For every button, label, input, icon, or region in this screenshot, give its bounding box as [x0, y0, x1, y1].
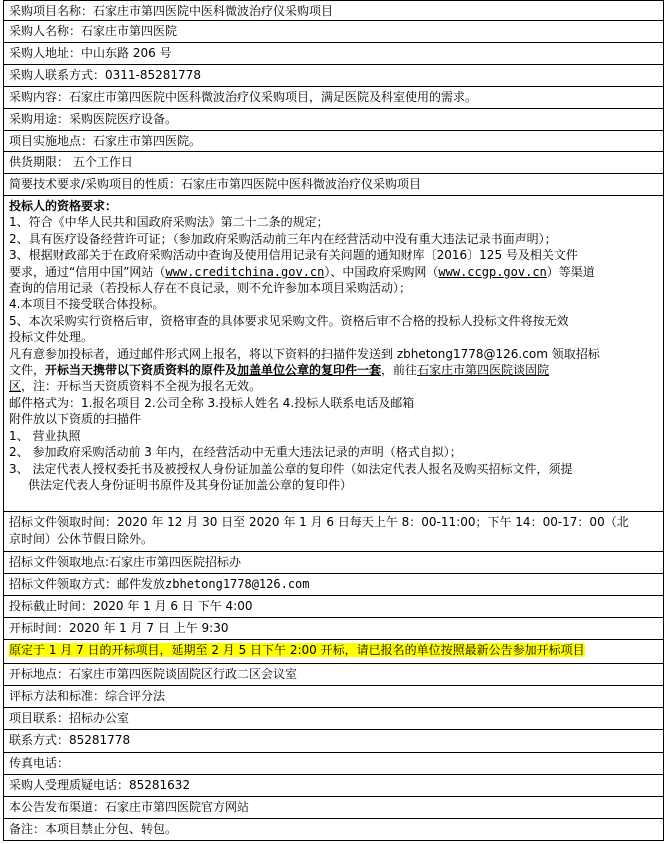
purpose-row: 采购用途：采购医院医疗设备。 [3, 109, 664, 131]
signup-line-1: 凡有意参加投标者，通过邮件形式网上报名，将以下资料的扫描件发送到 zbhetong1778@126.com 领取招标 [9, 346, 600, 361]
qualification-item-5-line-2: 投标文件处理。 [9, 330, 94, 345]
qualification-item-1: 1、符合《中华人民共和国政府采购法》第二十二条的规定； [9, 215, 329, 230]
signup-line-3: 区，注：开标当天资质资料不全视为报名无效。 [9, 379, 262, 394]
qualification-item-3-line-1: 3、根据财政部关于在政府采购活动中查询及使用信用记录有关问题的通知财库〔2016〕125 号及相关文件 [9, 248, 578, 263]
attachment-item-2: 2、 参加政府采购活动前 3 年内，在经营活动中无重大违法记录的声明（格式自拟）； [9, 445, 462, 460]
get-method-row: 招标文件领取方式：邮件发放zbhetong1778@126.com [3, 574, 664, 596]
email-address[interactable]: zbhetong1778@126.com [165, 577, 310, 591]
qualification-title: 投标人的资格要求： [9, 199, 118, 213]
attachment-item-1: 1、 营业执照 [9, 428, 81, 443]
delay-notice: 原定于 1 月 7 日的开标项目，延期至 2 月 5 日下午 2:00 开标，请已报名的单位按照最新公告参加开标项目 [9, 643, 585, 657]
channel-row: 本公告发布渠道：石家庄市第四医院官方网站 [3, 797, 664, 819]
location-row: 项目实施地点：石家庄市第四医院。 [3, 131, 664, 152]
qualification-item-3-line-2: 要求，通过“信用中国”网站（www.creditchina.gov.cn）、中国政府采购网（www.ccgp.gov.cn）等渠道 [9, 264, 595, 279]
get-time-row: 招标文件领取时间：2020 年 12 月 30 日至 2020 年 1 月 6 日每天上午 8：00-11:00；下午 14：00-17：00（北 京时间）公休节假日除外。 [3, 512, 664, 552]
delay-notice-row [3, 640, 664, 664]
ccgp-link[interactable]: www.ccgp.gov.cn [438, 264, 547, 279]
qualification-item-2: 2、具有医疗设备经营许可证；（参加政府采购活动前三年内在经营活动中没有重大违法记录书面声明）； [9, 231, 557, 246]
open-time-row: 开标时间：2020 年 1 月 7 日 上午 9:30 [3, 618, 664, 640]
purchaser-address-row: 采购人地址：中山东路 206 号 [3, 43, 664, 65]
attachment-item-3-line-2: 供法定代表人身份证明书原件及其身份证加盖公章的复印件） [28, 477, 353, 492]
evaluation-row: 评标方法和标准：综合评分法 [3, 686, 664, 708]
attachment-item-3-line-1: 3、 法定代表人授权委托书及被授权人身份证加盖公章的复印件（如法定代表人报名及购买招标文件，须提 [9, 461, 573, 476]
remark-row: 备注：本项目禁止分包、转包。 [3, 819, 664, 841]
attachment-title: 附件放以下资质的扫描件 [9, 412, 142, 427]
get-place-row: 招标文件领取地点:石家庄市第四医院招标办 [3, 552, 664, 574]
fax-row: 传真电话： [3, 753, 664, 775]
contact-phone-row: 联系方式：85281778 [3, 730, 664, 753]
open-place-row: 开标地点：石家庄市第四医院谈固院区行政二区会议室 [3, 664, 664, 686]
venue-text: 石家庄市第四医院谈固院 [417, 363, 550, 378]
content-row: 采购内容：石家庄市第四医院中医科微波治疗仪采购项目，满足医院及科室使用的需求。 [3, 87, 664, 109]
brief-row: 简要技术要求/采购项目的性质：石家庄市第四医院中医科微波治疗仪采购项目 [3, 174, 664, 196]
project-name-row: 采购项目名称：石家庄市第四医院中医科微波治疗仪采购项目 [3, 0, 664, 21]
purchaser-name-row: 采购人名称：石家庄市第四医院 [3, 21, 664, 43]
deadline-row: 投标截止时间：2020 年 1 月 6 日 下午 4:00 [3, 596, 664, 618]
signup-line-2: 文件，开标当天携带以下资质资料的原件及加盖单位公章的复印件一套，前往石家庄市第四医院谈固院 [9, 363, 550, 378]
delivery-period-row: 供货期限： 五个工作日 [3, 152, 664, 174]
contact-unit-row: 项目联系：招标办公室 [3, 708, 664, 730]
purchaser-contact-row: 采购人联系方式：0311-85281778 [3, 65, 664, 87]
qualification-item-5-line-1: 5、本次采购实行资格后审，资格审查的具体要求见采购文件。资格后审不合格的投标人投标文件将按无效 [9, 313, 569, 328]
creditchina-link[interactable]: www.creditchina.gov.cn [165, 264, 325, 279]
qualification-item-4: 4.本项目不接受联合体投标。 [9, 297, 165, 312]
complaint-phone-row: 采购人受理质疑电话：85281632 [3, 775, 664, 797]
qualification-section [3, 196, 664, 512]
email-format: 邮件格式为：1.报名项目 2.公司全称 3.投标人姓名 4.投标人联系电话及邮箱 [9, 395, 415, 410]
qualification-item-3-line-3: 查询的信用记录（若投标人存在不良记录，则不允许参加本项目采购活动）； [9, 281, 412, 296]
procurement-notice-table [3, 0, 664, 841]
